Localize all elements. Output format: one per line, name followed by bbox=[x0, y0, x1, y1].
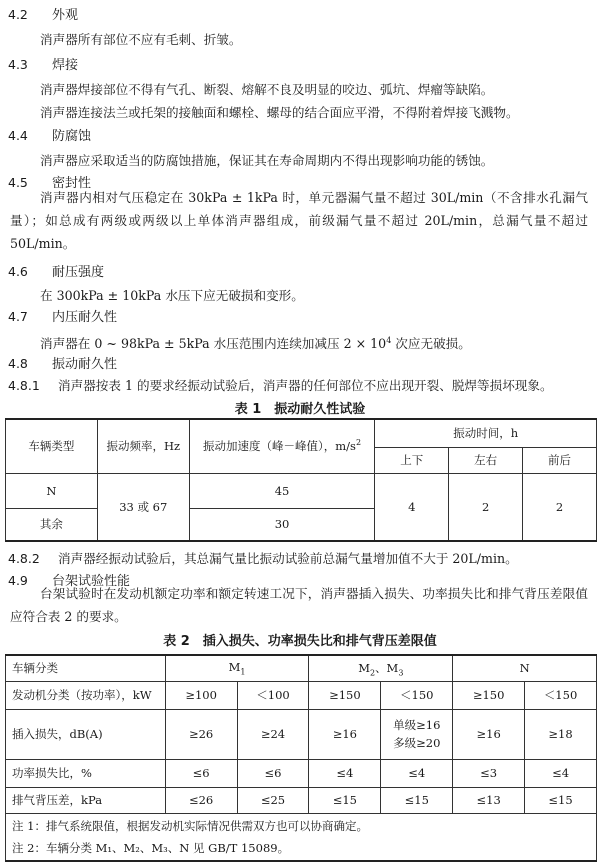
table-notes bbox=[6, 813, 597, 861]
section-4-3-text-2: 消声器连接法兰或托架的接触面和螺栓、螺母的结合面应平滑，不得附着焊接飞溅物。 bbox=[40, 105, 519, 120]
section-title: 防腐蚀 bbox=[52, 129, 92, 144]
table-cell: ≥150 bbox=[453, 681, 525, 709]
table-cell: ≤15 bbox=[309, 787, 381, 813]
section-title: 振动耐久性 bbox=[52, 357, 118, 372]
header-m1 bbox=[165, 655, 309, 681]
table-2-caption: 表 2 插入损失、功率损失比和排气背压差限值 bbox=[163, 634, 437, 649]
row-label: 功率损失比，% bbox=[6, 759, 166, 787]
header-vehicle-class: 车辆分类 bbox=[6, 655, 166, 681]
cell-type-n: N bbox=[6, 473, 98, 508]
exponent: 4 bbox=[386, 336, 392, 345]
cell-frequency: 33 或 67 bbox=[97, 473, 189, 541]
section-4-6-text: 在 300kPa ± 10kPa 水压下应无破损和变形。 bbox=[40, 288, 304, 303]
header-m2-m3 bbox=[309, 655, 453, 681]
table-cell: ≤6 bbox=[165, 759, 237, 787]
table-cell-split bbox=[381, 709, 453, 759]
header-n: N bbox=[453, 655, 597, 681]
multi-stage-value: 多级≥20 bbox=[393, 736, 441, 750]
table-cell: ＜150 bbox=[525, 681, 597, 709]
cell-acc-n: 45 bbox=[189, 473, 375, 508]
note-1: 注 1：排气系统限值，根据发动机实际情况供需双方也可以协商确定。 bbox=[12, 818, 368, 833]
table-cell: ≥16 bbox=[453, 709, 525, 759]
class-subscript: 1 bbox=[240, 667, 246, 677]
table-cell: ≤4 bbox=[309, 759, 381, 787]
section-number: 4.8 bbox=[8, 356, 28, 371]
row-label: 排气背压差，kPa bbox=[6, 787, 166, 813]
table-cell: ≤15 bbox=[381, 787, 453, 813]
header-frequency: 振动频率，Hz bbox=[97, 419, 189, 473]
header-text: 振动加速度（峰－峰值），m/s bbox=[203, 439, 356, 454]
row-label: 发动机分类（按功率），kW bbox=[6, 681, 166, 709]
section-title: 台架试验性能 bbox=[52, 574, 131, 589]
header-acceleration bbox=[189, 419, 375, 473]
header-vehicle-type: 车辆类型 bbox=[6, 419, 98, 473]
section-text: 消声器按表 1 的要求经振动试验后，消声器的任何部位不应出现开裂、脱焊等损坏现象。 bbox=[58, 378, 553, 393]
vibration-test-table bbox=[5, 418, 597, 542]
table-cell: ≤6 bbox=[237, 759, 309, 787]
cell-acc-other: 30 bbox=[189, 508, 375, 541]
section-title: 密封性 bbox=[52, 176, 92, 191]
table-cell: ≥26 bbox=[165, 709, 237, 759]
single-stage-value: 单级≥16 bbox=[393, 718, 441, 732]
section-4-3-heading bbox=[8, 54, 78, 73]
table-row bbox=[6, 681, 597, 709]
limits-table bbox=[5, 654, 597, 862]
class-subscript: 2 bbox=[369, 667, 376, 677]
section-text: 消声器经振动试验后，其总漏气量比振动试验前总漏气量增加值不大于 20L/min。 bbox=[58, 551, 518, 566]
cell-time-front-back: 2 bbox=[523, 473, 597, 541]
table-cell: ≤13 bbox=[453, 787, 525, 813]
table-cell: ≤3 bbox=[453, 759, 525, 787]
header-left-right: 左右 bbox=[449, 447, 523, 473]
section-number: 4.2 bbox=[8, 7, 28, 22]
section-4-6-heading bbox=[8, 261, 104, 280]
section-title: 内压耐久性 bbox=[52, 310, 118, 325]
table-row bbox=[6, 787, 597, 813]
table-cell: ＜150 bbox=[381, 681, 453, 709]
table-cell: ≥16 bbox=[309, 709, 381, 759]
header-front-back: 前后 bbox=[523, 447, 597, 473]
section-4-4-text: 消声器应采取适当的防腐蚀措施，保证其在寿命周期内不得出现影响功能的锈蚀。 bbox=[40, 153, 494, 168]
table-row bbox=[6, 759, 597, 787]
table-row bbox=[6, 709, 597, 759]
table-cell: ≤26 bbox=[165, 787, 237, 813]
table-cell: ≤4 bbox=[381, 759, 453, 787]
table-cell: ≤25 bbox=[237, 787, 309, 813]
text-part: 次应无破损。 bbox=[391, 336, 471, 352]
section-number: 4.7 bbox=[8, 309, 28, 324]
text-part: 消声器在 0 ~ 98kPa ± 5kPa 水压范围内连续加减压 2 × 10 bbox=[40, 336, 387, 352]
cell-time-left-right: 2 bbox=[449, 473, 523, 541]
section-number: 4.6 bbox=[8, 264, 28, 279]
section-4-7-heading bbox=[8, 306, 117, 325]
section-number: 4.9 bbox=[8, 573, 28, 588]
section-number: 4.8.2 bbox=[8, 551, 40, 566]
section-title: 耐压强度 bbox=[52, 265, 105, 280]
cell-type-other: 其余 bbox=[6, 508, 98, 541]
section-4-2-text: 消声器所有部位不应有毛刺、折皱。 bbox=[40, 32, 242, 47]
section-4-8-heading bbox=[8, 353, 117, 372]
table-cell: ＜100 bbox=[237, 681, 309, 709]
section-4-8-1 bbox=[8, 375, 553, 394]
table-cell: ≥18 bbox=[525, 709, 597, 759]
section-4-7-text bbox=[40, 329, 588, 355]
section-number: 4.5 bbox=[8, 175, 28, 190]
section-4-3-text-1: 消声器焊接部位不得有气孔、断裂、熔解不良及明显的咬边、弧坑、焊瘤等缺陷。 bbox=[40, 82, 494, 97]
note-2: 注 2：车辆分类 M₁、M₂、M₃、N 见 GB/T 15089。 bbox=[12, 840, 290, 855]
section-4-5-text: 消声器内相对气压稳定在 30kPa ± 1kPa 时，单元器漏气量不超过 30L/min（不含排水孔漏气量）；如总成有两级或两级以上单体消声器组成，前级漏气量不超过 20L/min，总漏气量不超过 50L/min。 bbox=[10, 190, 588, 251]
section-title: 焊接 bbox=[52, 58, 79, 73]
table-cell: ≥100 bbox=[165, 681, 237, 709]
section-4-2-heading bbox=[8, 4, 78, 23]
section-number: 4.8.1 bbox=[8, 378, 40, 393]
row-label: 插入损失，dB(A) bbox=[6, 709, 166, 759]
section-number: 4.3 bbox=[8, 57, 28, 72]
table-1-caption: 表 1 振动耐久性试验 bbox=[234, 402, 366, 417]
section-4-9-text: 台架试验时在发动机额定功率和额定转速工况下，消声器插入损失、功率损失比和排气背压差限值应符合表 2 的要求。 bbox=[10, 586, 588, 624]
class-letter: M bbox=[358, 660, 370, 675]
header-duration: 振动时间，h bbox=[375, 419, 597, 447]
table-cell: ≥150 bbox=[309, 681, 381, 709]
cell-time-up-down: 4 bbox=[375, 473, 449, 541]
section-title: 外观 bbox=[52, 8, 79, 23]
section-number: 4.4 bbox=[8, 128, 28, 143]
class-letter: 、M bbox=[375, 660, 399, 675]
header-up-down: 上下 bbox=[375, 447, 449, 473]
section-4-4-heading bbox=[8, 125, 91, 144]
class-subscript: 3 bbox=[398, 667, 404, 677]
unit-exponent: 2 bbox=[355, 438, 362, 448]
class-letter: M bbox=[228, 660, 241, 675]
table-cell: ≤4 bbox=[525, 759, 597, 787]
section-4-8-2 bbox=[8, 548, 518, 567]
table-cell: ≥24 bbox=[237, 709, 309, 759]
table-cell: ≤15 bbox=[525, 787, 597, 813]
